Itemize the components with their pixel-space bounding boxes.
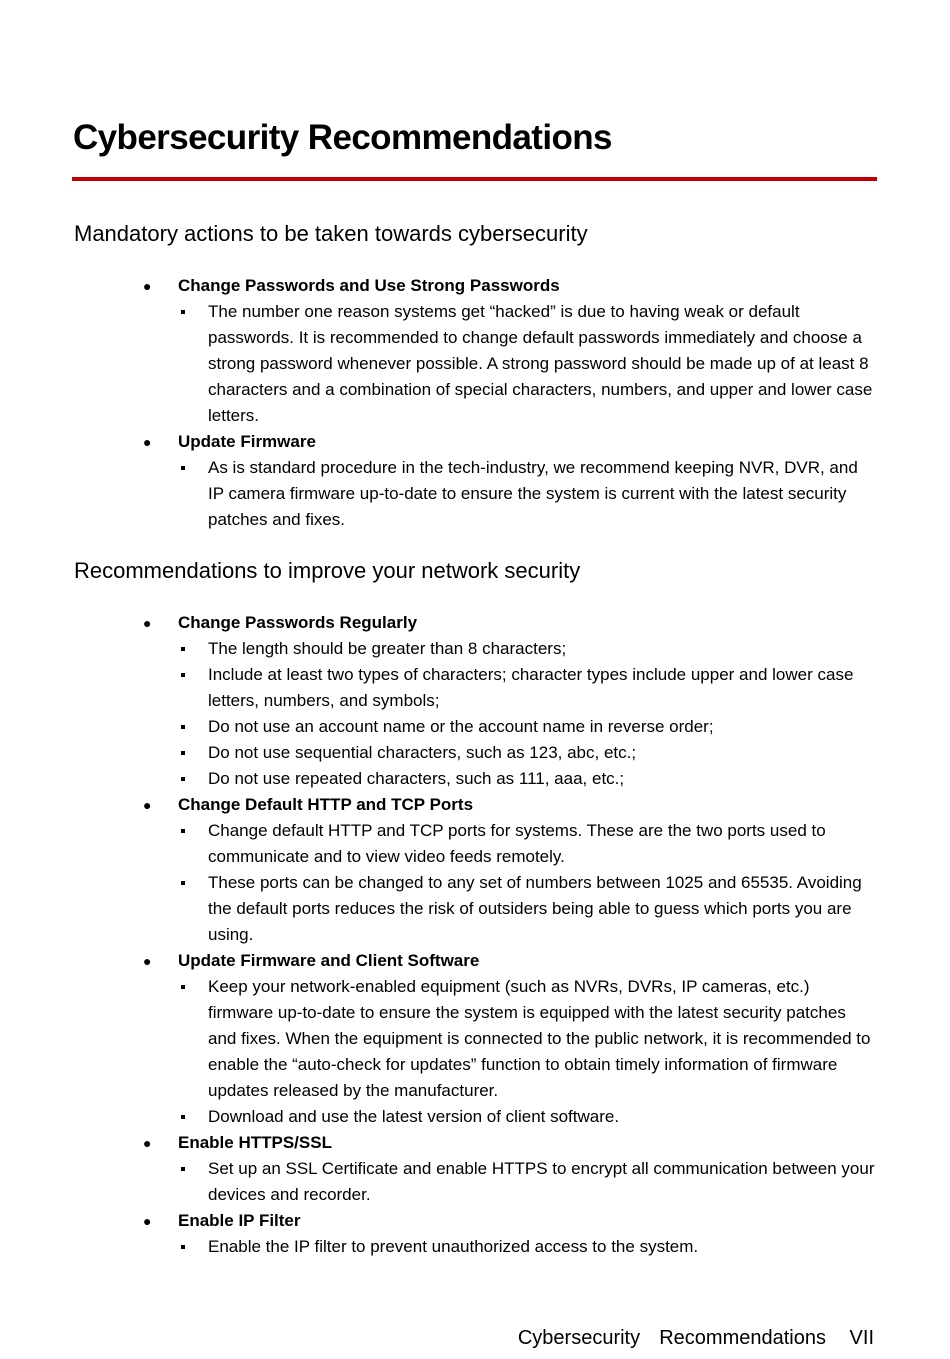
list-item-heading xyxy=(0,610,950,636)
mandatory-actions-list xyxy=(0,273,950,533)
bullet-icon: ● xyxy=(143,953,152,969)
square-bullet-icon xyxy=(181,1167,185,1171)
list-item xyxy=(0,948,950,1130)
sub-item-text: Change default HTTP and TCP ports for systems. These are the two ports used to communicate and to view video feeds remotely. xyxy=(208,821,826,866)
list-item-heading xyxy=(0,1130,950,1156)
footer-page-number: VII xyxy=(849,1327,874,1349)
list-item xyxy=(0,792,950,948)
sub-item xyxy=(0,1104,876,1130)
square-bullet-icon xyxy=(181,725,185,729)
network-security-list xyxy=(0,610,950,1260)
footer-section-title: Cybersecurity Recommendations xyxy=(517,1327,826,1349)
sub-item-text: These ports can be changed to any set of numbers between 1025 and 65535. Avoiding the default ports reduces the risk of outsiders being able to guess which ports you are using. xyxy=(208,873,862,944)
sub-item xyxy=(0,870,876,948)
section-heading-network: Recommendations to improve your network security xyxy=(74,558,581,583)
sub-item xyxy=(0,740,876,766)
list-item-heading xyxy=(0,948,950,974)
sub-item-text: Include at least two types of characters; character types include upper and lower case letters, numbers, and symbols; xyxy=(208,665,854,710)
sub-item-text: Set up an SSL Certificate and enable HTTPS to encrypt all communication between your devices and recorder. xyxy=(208,1159,875,1204)
bullet-icon: ● xyxy=(143,1135,152,1151)
sub-item-text: Download and use the latest version of client software. xyxy=(208,1107,620,1126)
bullet-icon: ● xyxy=(143,1213,152,1229)
square-bullet-icon xyxy=(181,829,185,833)
square-bullet-icon xyxy=(181,751,185,755)
list-item xyxy=(0,1130,950,1208)
sub-item-text: Do not use repeated characters, such as 111, aaa, etc.; xyxy=(208,769,625,788)
sub-item xyxy=(0,1156,876,1208)
list-item-heading xyxy=(0,792,950,818)
list-item-label: Enable IP Filter xyxy=(178,1211,301,1230)
square-bullet-icon xyxy=(181,310,185,314)
page-title: Cybersecurity Recommendations xyxy=(73,118,612,157)
sub-item xyxy=(0,299,876,429)
sub-item xyxy=(0,818,876,870)
bullet-icon: ● xyxy=(143,615,152,631)
square-bullet-icon xyxy=(181,466,185,470)
square-bullet-icon xyxy=(181,985,185,989)
title-divider xyxy=(72,177,877,181)
list-item-heading xyxy=(0,273,950,299)
sub-item xyxy=(0,766,876,792)
sub-item xyxy=(0,1234,876,1260)
sub-item-text: The length should be greater than 8 characters; xyxy=(208,639,567,658)
bullet-icon: ● xyxy=(143,797,152,813)
list-item xyxy=(0,273,950,429)
sub-item-text: Do not use an account name or the account name in reverse order; xyxy=(208,717,714,736)
list-item-label: Enable HTTPS/SSL xyxy=(178,1133,332,1152)
square-bullet-icon xyxy=(181,673,185,677)
bullet-icon: ● xyxy=(143,278,152,294)
list-item-heading xyxy=(0,1208,950,1234)
sub-item-text: As is standard procedure in the tech-industry, we recommend keeping NVR, DVR, and IP camera firmware up-to-date to ensure the system is current with the latest security patches and fixes. xyxy=(208,458,858,529)
sub-item xyxy=(0,714,876,740)
list-item xyxy=(0,1208,950,1260)
square-bullet-icon xyxy=(181,647,185,651)
sub-item-text: Keep your network-enabled equipment (such as NVRs, DVRs, IP cameras, etc.) firmware up-to-date to ensure the system is equipped with the latest security patches and fixes. When the equipment is connected to the public network, it is recommended to enable the “auto-check for updates” function to obtain timely information of firmware updates released by the manufacturer. xyxy=(208,977,871,1100)
bullet-icon: ● xyxy=(143,434,152,450)
list-item-heading xyxy=(0,429,950,455)
list-item-label: Change Passwords Regularly xyxy=(178,613,418,632)
square-bullet-icon xyxy=(181,777,185,781)
square-bullet-icon xyxy=(181,1245,185,1249)
list-item xyxy=(0,429,950,533)
sub-item xyxy=(0,455,876,533)
list-item xyxy=(0,610,950,792)
sub-item xyxy=(0,662,876,714)
list-item-label: Change Passwords and Use Strong Passwords xyxy=(178,276,560,295)
square-bullet-icon xyxy=(181,881,185,885)
square-bullet-icon xyxy=(181,1115,185,1119)
section-heading-mandatory: Mandatory actions to be taken towards cybersecurity xyxy=(74,221,588,246)
list-item-label: Update Firmware xyxy=(178,432,316,451)
sub-item-text: The number one reason systems get “hacked” is due to having weak or default passwords. It is recommended to change default passwords immediately and choose a strong password whenever possible. A strong password should be made up of at least 8 characters and a combination of special characters, numbers, and upper and lower case letters. xyxy=(208,302,873,425)
list-item-label: Change Default HTTP and TCP Ports xyxy=(178,795,474,814)
sub-item-text: Do not use sequential characters, such as 123, abc, etc.; xyxy=(208,743,637,762)
page-footer xyxy=(518,1327,874,1350)
sub-item xyxy=(0,974,876,1104)
sub-item-text: Enable the IP filter to prevent unauthorized access to the system. xyxy=(208,1237,699,1256)
sub-item xyxy=(0,636,876,662)
list-item-label: Update Firmware and Client Software xyxy=(178,951,480,970)
